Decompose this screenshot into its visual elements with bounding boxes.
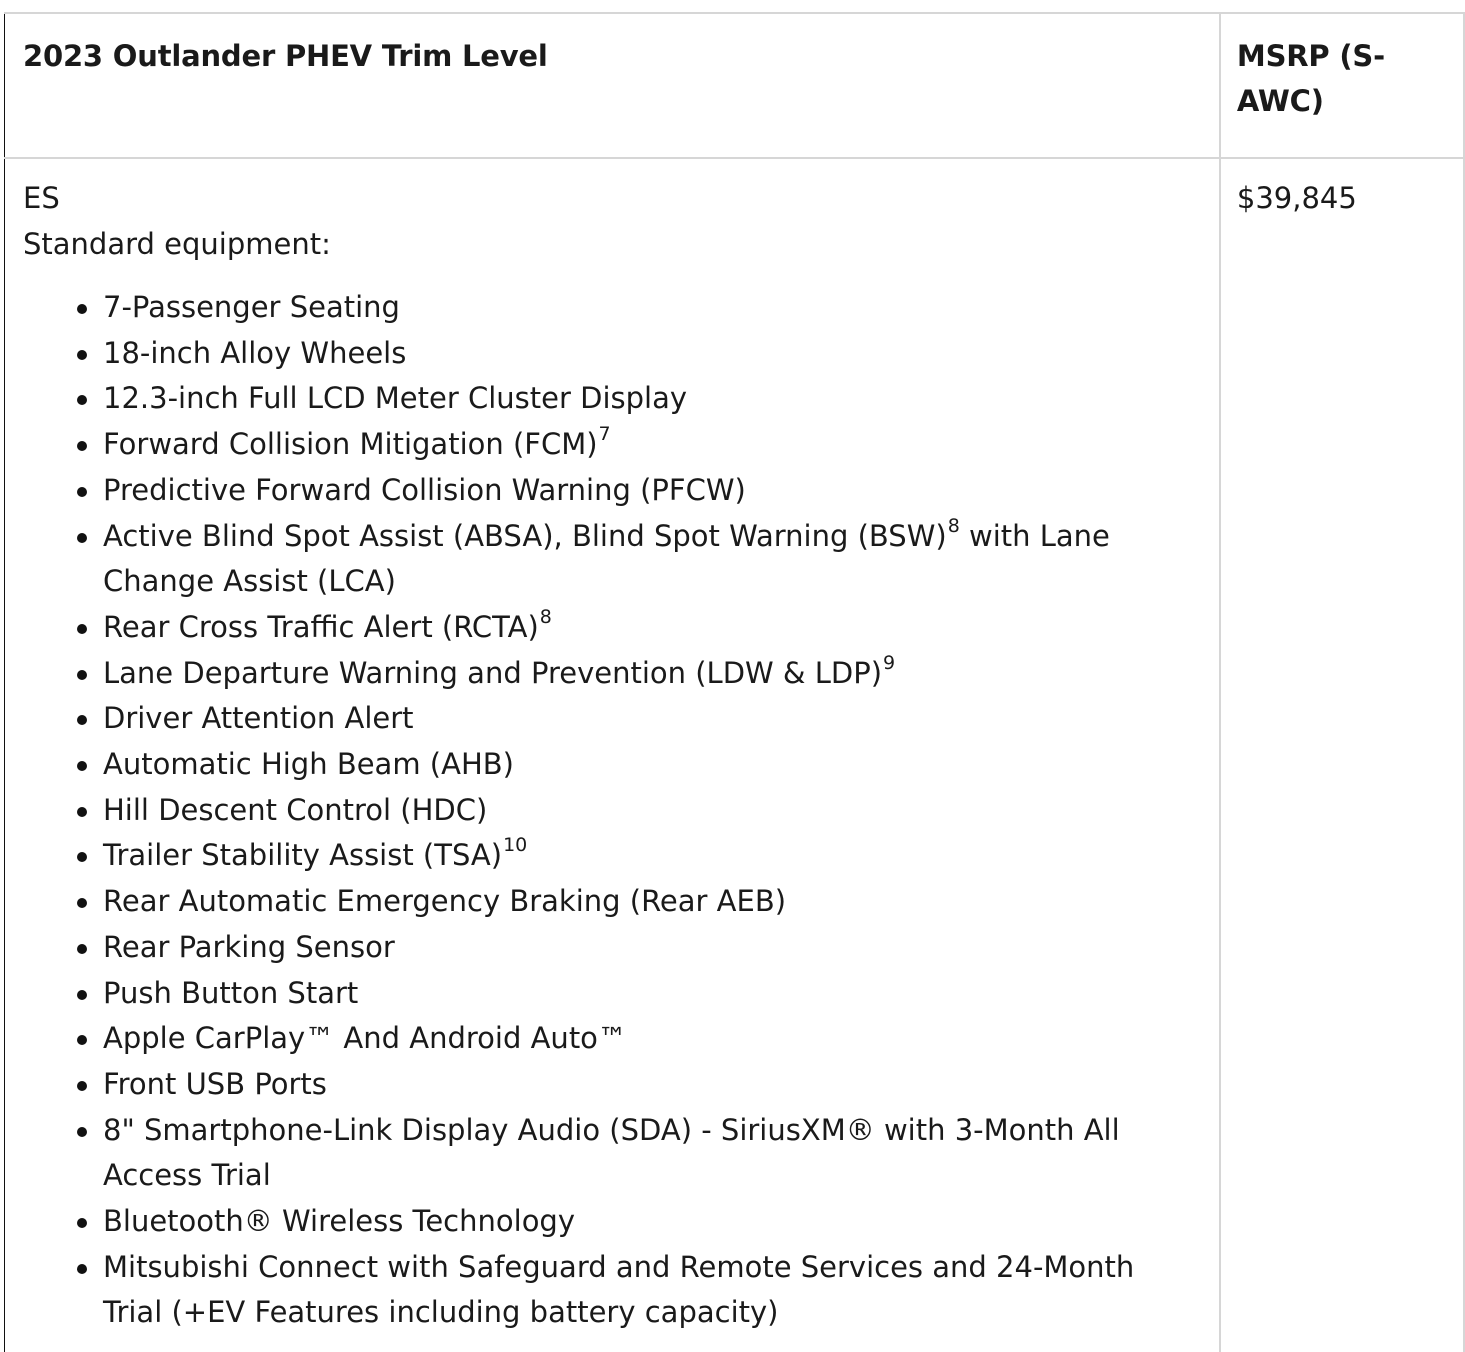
list-item <box>103 1016 1201 1062</box>
feature-text: Predictive Forward Collision Warning (PFCW) <box>103 472 746 507</box>
feature-text: Push Button Start <box>103 975 359 1010</box>
feature-text: 12.3-inch Full LCD Meter Cluster Display <box>103 381 688 416</box>
list-item <box>103 833 1201 879</box>
bullet-icon <box>77 852 87 862</box>
list-item <box>103 1062 1201 1108</box>
header-msrp: MSRP (S-AWC) <box>1220 13 1464 158</box>
feature-text-continued: with Lane Change Assist (LCA) <box>103 518 1110 599</box>
feature-text: Apple CarPlay™ And Android Auto™ <box>103 1021 627 1056</box>
footnote-marker: 8 <box>947 514 960 537</box>
feature-list <box>23 285 1201 1336</box>
feature-text: Mitsubishi Connect with Safeguard and Remote Services and 24-Month Trial (+EV Features including battery capacity) <box>103 1249 1135 1330</box>
feature-text: Front USB Ports <box>103 1066 327 1101</box>
feature-text: Driver Attention Alert <box>103 701 414 736</box>
table-header-row <box>5 13 1465 158</box>
footnote-marker: 10 <box>503 834 528 857</box>
list-item <box>103 696 1201 742</box>
list-item <box>103 468 1201 514</box>
list-item <box>103 971 1201 1017</box>
footnote-marker: 7 <box>598 423 611 446</box>
trim-cell <box>5 158 1220 1352</box>
feature-text: Rear Cross Traffic Alert (RCTA) <box>103 609 539 644</box>
list-item <box>103 605 1201 651</box>
trim-name: ES <box>23 181 60 215</box>
list-item <box>103 788 1201 834</box>
list-item <box>103 742 1201 788</box>
bullet-icon <box>77 715 87 725</box>
trim-pricing-table <box>4 12 1465 1352</box>
bullet-icon <box>77 761 87 771</box>
feature-text: Lane Departure Warning and Prevention (LDW & LDP) <box>103 655 883 690</box>
feature-text: Hill Descent Control (HDC) <box>103 792 488 827</box>
list-item <box>103 514 1201 605</box>
bullet-icon <box>77 807 87 817</box>
bullet-icon <box>77 1218 87 1228</box>
list-item <box>103 331 1201 377</box>
list-item <box>103 1199 1201 1245</box>
feature-text: Bluetooth® Wireless Technology <box>103 1204 576 1239</box>
footnote-marker: 9 <box>883 651 896 674</box>
feature-text: Rear Parking Sensor <box>103 929 395 964</box>
bullet-icon <box>77 1035 87 1045</box>
feature-text: 7-Passenger Seating <box>103 290 400 324</box>
bullet-icon <box>77 350 87 360</box>
footnote-marker: 8 <box>539 605 552 628</box>
feature-text: Trailer Stability Assist (TSA) <box>103 838 503 873</box>
bullet-icon <box>77 441 87 451</box>
bullet-icon <box>77 304 87 314</box>
feature-text: Active Blind Spot Assist (ABSA), Blind Spot Warning (BSW) <box>103 518 947 553</box>
feature-text: Rear Automatic Emergency Braking (Rear AEB) <box>103 884 787 919</box>
bullet-icon <box>77 1081 87 1091</box>
msrp-value: $39,845 <box>1236 181 1357 215</box>
bullet-icon <box>77 487 87 497</box>
list-item <box>103 376 1201 422</box>
bullet-icon <box>77 395 87 405</box>
header-trim-level: 2023 Outlander PHEV Trim Level <box>5 13 1220 158</box>
bullet-icon <box>77 533 87 543</box>
feature-text: 8" Smartphone-Link Display Audio (SDA) - SiriusXM® with 3-Month All Access Trial <box>103 1112 1120 1193</box>
list-item <box>103 1108 1201 1199</box>
list-item <box>103 879 1201 925</box>
bullet-icon <box>77 944 87 954</box>
bullet-icon <box>77 1264 87 1274</box>
table-row <box>5 158 1465 1352</box>
list-item <box>103 925 1201 971</box>
list-item <box>103 285 1201 331</box>
bullet-icon <box>77 624 87 634</box>
feature-text: Forward Collision Mitigation (FCM) <box>103 427 598 462</box>
msrp-cell <box>1220 158 1464 1352</box>
feature-text: Automatic High Beam (AHB) <box>103 747 514 782</box>
bullet-icon <box>77 1127 87 1137</box>
list-item <box>103 651 1201 697</box>
bullet-icon <box>77 670 87 680</box>
bullet-icon <box>77 990 87 1000</box>
list-item <box>103 1245 1201 1336</box>
feature-text: 18-inch Alloy Wheels <box>103 335 407 370</box>
bullet-icon <box>77 898 87 908</box>
list-item <box>103 422 1201 468</box>
standard-equipment-label: Standard equipment: <box>23 227 331 261</box>
